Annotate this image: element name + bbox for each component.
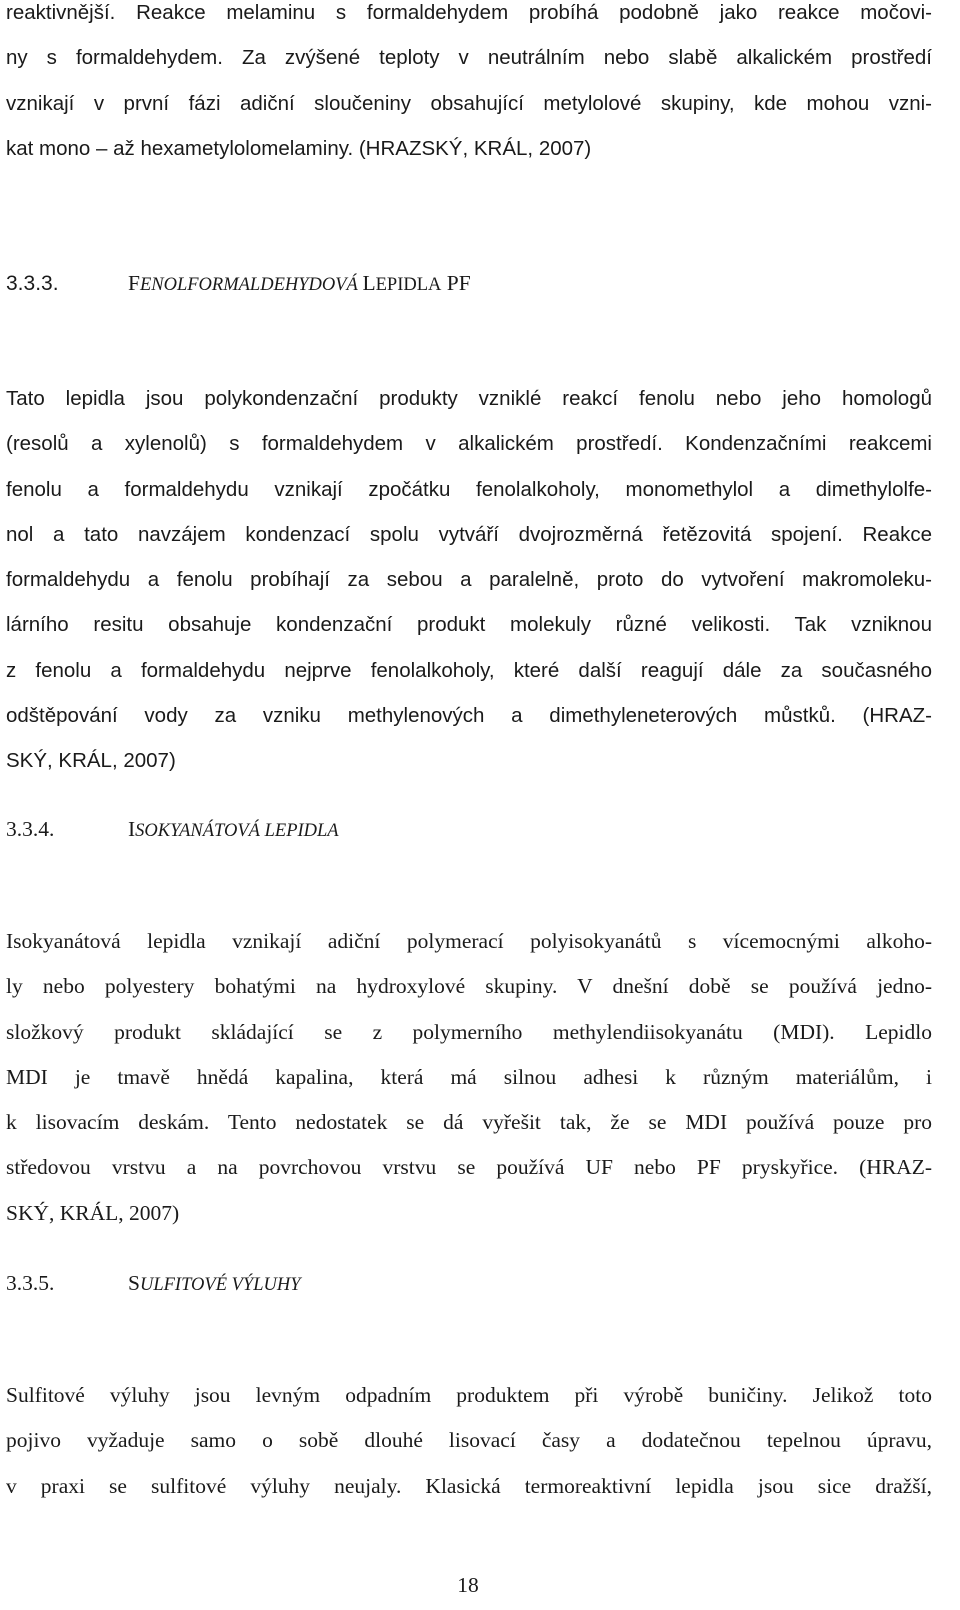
text-line: pojivo vyžaduje samo o sobě dlouhé lisovací časy a dodatečnou tepelnou úpravu, <box>6 1428 932 1453</box>
page-number: 18 <box>457 1573 479 1597</box>
heading-text: ULFITOVÉ VÝLUHY <box>139 1275 301 1295</box>
text-line: MDI je tmavě hnědá kapalina, která má silnou adhesi k různým materiálům, i <box>6 1064 932 1089</box>
heading-suffix: PF <box>441 271 471 295</box>
paragraph-335 <box>6 1373 932 1509</box>
section-number: 3.3.5. <box>6 1271 55 1295</box>
text-line: reaktivnější. Reakce melaminu s formaldehydem probíhá podobně jako reakce močovi- <box>6 1 932 24</box>
text-line: Isokyanátová lepidla vznikají adiční polymerací polyisokyanátů s vícemocnými alkoho- <box>6 929 932 953</box>
paragraph-333 <box>6 376 932 784</box>
text-line: SKÝ, KRÁL, 2007) <box>6 1200 180 1225</box>
heading-text: SOKYANÁTOVÁ LEPIDLA <box>135 821 339 841</box>
text-line: složkový produkt skládající se z polymerního methylendiisokyanátu (MDI). Lepidlo <box>6 1019 932 1044</box>
heading-text: ENOLFORMALDEHYDOVÁ <box>139 275 363 295</box>
text-line: lárního resitu obsahuje kondenzační produkt molekuly různé velikosti. Tak vzniknou <box>6 613 932 637</box>
text-line: ly nebo polyestery bohatými na hydroxylové skupiny. V dnešní době se používá jedno- <box>6 974 932 999</box>
text-line: SKÝ, KRÁL, 2007) <box>6 749 176 773</box>
heading-initial: F <box>128 271 140 295</box>
section-number: 3.3.4. <box>6 817 55 841</box>
intro-paragraph <box>6 0 932 171</box>
text-line: z fenolu a formaldehydu nejprve fenolalkoholy, které další reagují dále za současného <box>6 658 932 682</box>
text-line: formaldehydu a fenolu probíhají za sebou a paralelně, proto do vytvoření makromoleku- <box>6 568 932 592</box>
heading-initial: S <box>128 1271 140 1295</box>
text-line: Sulfitové výluhy jsou levným odpadním produktem při výrobě buničiny. Jelikož toto <box>6 1383 932 1407</box>
text-line: kat mono – až hexametylolomelaminy. (HRAZSKÝ, KRÁL, 2007) <box>6 136 592 160</box>
text-line: nol a tato navzájem kondenzací spolu vytváří dvojrozměrná řetězovitá spojení. Reakce <box>6 522 932 546</box>
section-number: 3.3.3. <box>6 272 59 295</box>
section-heading-333 <box>6 268 471 300</box>
heading-initial: L <box>362 271 376 295</box>
text-line: v praxi se sulfitové výluhy neujaly. Klasická termoreaktivní lepidla jsou sice dražší, <box>6 1473 932 1498</box>
text-line: odštěpování vody za vzniku methylenových a dimethyleneterových můstků. (HRAZ- <box>6 704 932 728</box>
text-line: Tato lepidla jsou polykondenzační produkty vzniklé reakcí fenolu nebo jeho homologů <box>6 387 932 410</box>
heading-text: EPIDLA <box>375 275 442 295</box>
heading-initial: I <box>128 817 136 841</box>
text-line: vznikají v první fázi adiční sloučeniny obsahující metylolové skupiny, kde mohou vzni- <box>6 91 932 115</box>
text-line: (resolů a xylenolů) s formaldehydem v alkalickém prostředí. Kondenzačními reakcemi <box>6 432 932 456</box>
paragraph-334 <box>6 919 932 1236</box>
section-heading-334 <box>6 814 339 846</box>
section-heading-335 <box>6 1268 301 1300</box>
text-line: ny s formaldehydem. Za zvýšené teploty v neutrálním nebo slabě alkalickém prostředí <box>6 46 932 70</box>
text-line: středovou vrstvu a na povrchovou vrstvu se používá UF nebo PF pryskyřice. (HRAZ- <box>6 1155 932 1180</box>
text-line: k lisovacím deskám. Tento nedostatek se dá vyřešit tak, že se MDI používá pouze pro <box>6 1110 932 1135</box>
text-line: fenolu a formaldehydu vznikají zpočátku fenolalkoholy, monomethylol a dimethylolfe- <box>6 477 932 501</box>
